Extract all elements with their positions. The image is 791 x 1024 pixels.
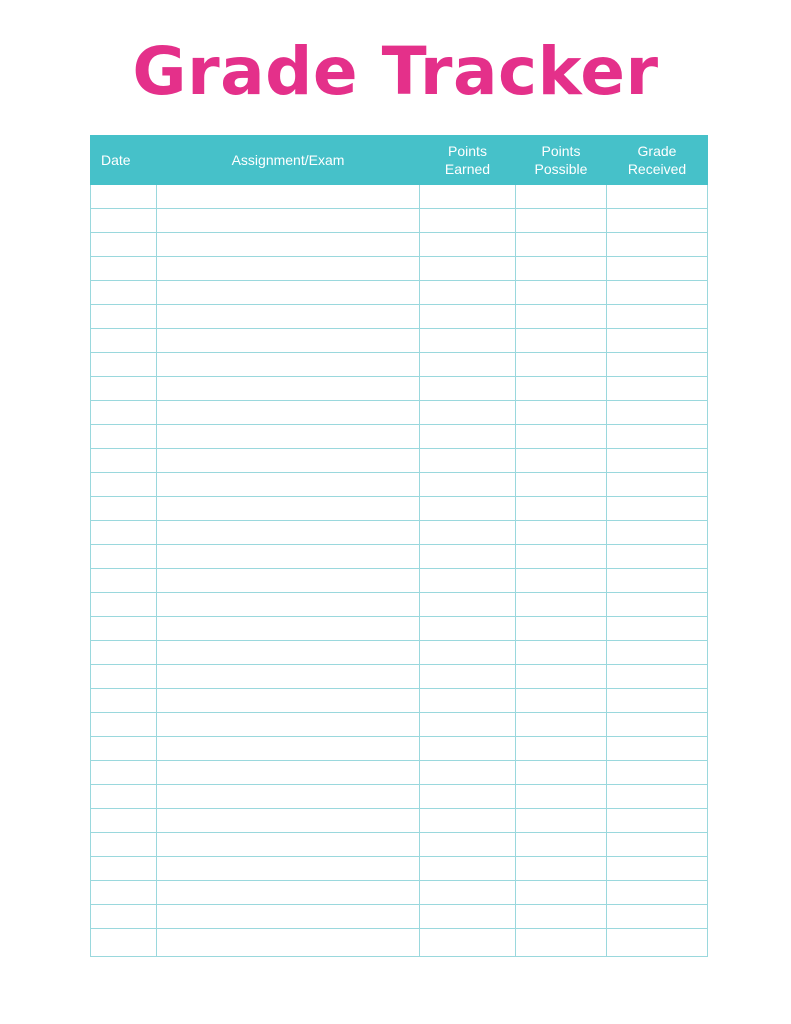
table-cell-grade-received xyxy=(607,329,708,353)
table-cell-assignment xyxy=(157,257,420,281)
table-cell-points-earned xyxy=(420,881,516,905)
table-cell-grade-received xyxy=(607,497,708,521)
table-cell-date xyxy=(91,809,157,833)
table-cell-points-earned xyxy=(420,521,516,545)
table-cell-assignment xyxy=(157,905,420,929)
table-row xyxy=(91,905,708,929)
table-cell-points-possible xyxy=(516,689,607,713)
table-cell-grade-received xyxy=(607,209,708,233)
table-cell-grade-received xyxy=(607,305,708,329)
table-cell-points-earned xyxy=(420,449,516,473)
table-cell-assignment xyxy=(157,617,420,641)
table-cell-points-possible xyxy=(516,929,607,957)
table-cell-assignment xyxy=(157,401,420,425)
table-cell-points-earned xyxy=(420,377,516,401)
table-cell-assignment xyxy=(157,881,420,905)
table-cell-grade-received xyxy=(607,713,708,737)
table-cell-date xyxy=(91,785,157,809)
table-cell-points-possible xyxy=(516,881,607,905)
table-cell-points-possible xyxy=(516,617,607,641)
table-cell-date xyxy=(91,257,157,281)
table-cell-points-possible xyxy=(516,281,607,305)
page-title: Grade Tracker xyxy=(132,33,659,110)
table-row xyxy=(91,449,708,473)
table-cell-grade-received xyxy=(607,665,708,689)
table-cell-assignment xyxy=(157,185,420,209)
table-row xyxy=(91,353,708,377)
table-cell-points-possible xyxy=(516,305,607,329)
table-cell-points-earned xyxy=(420,569,516,593)
table-cell-date xyxy=(91,665,157,689)
table-cell-date xyxy=(91,617,157,641)
column-header-label: Earned xyxy=(444,161,491,177)
table-cell-points-possible xyxy=(516,209,607,233)
table-cell-assignment xyxy=(157,689,420,713)
table-cell-assignment xyxy=(157,545,420,569)
table-cell-points-earned xyxy=(420,641,516,665)
table-cell-points-earned xyxy=(420,761,516,785)
table-cell-points-possible xyxy=(516,713,607,737)
table-cell-points-possible xyxy=(516,641,607,665)
table-cell-points-possible xyxy=(516,329,607,353)
table-cell-date xyxy=(91,185,157,209)
table-cell-date xyxy=(91,521,157,545)
table-cell-points-possible xyxy=(516,425,607,449)
table-row xyxy=(91,809,708,833)
table-cell-grade-received xyxy=(607,281,708,305)
table-cell-grade-received xyxy=(607,761,708,785)
table-cell-assignment xyxy=(157,713,420,737)
table-cell-assignment xyxy=(157,761,420,785)
table-row xyxy=(91,377,708,401)
table-row xyxy=(91,257,708,281)
table-cell-assignment xyxy=(157,233,420,257)
table-cell-points-earned xyxy=(420,425,516,449)
table-cell-assignment xyxy=(157,377,420,401)
table-row xyxy=(91,713,708,737)
table-cell-date xyxy=(91,281,157,305)
table-cell-points-possible xyxy=(516,905,607,929)
table-row xyxy=(91,593,708,617)
table-cell-grade-received xyxy=(607,449,708,473)
table-header xyxy=(91,136,708,185)
table-cell-points-possible xyxy=(516,233,607,257)
table-cell-points-possible xyxy=(516,401,607,425)
table-cell-grade-received xyxy=(607,545,708,569)
table-row xyxy=(91,521,708,545)
table-cell-grade-received xyxy=(607,233,708,257)
table-row xyxy=(91,185,708,209)
table-cell-points-earned xyxy=(420,401,516,425)
table-cell-points-possible xyxy=(516,593,607,617)
table-cell-points-earned xyxy=(420,497,516,521)
table-cell-assignment xyxy=(157,809,420,833)
table-row xyxy=(91,497,708,521)
table-cell-date xyxy=(91,209,157,233)
table-cell-assignment xyxy=(157,281,420,305)
table-cell-points-earned xyxy=(420,353,516,377)
table-cell-points-possible xyxy=(516,377,607,401)
table-cell-grade-received xyxy=(607,425,708,449)
table-row xyxy=(91,329,708,353)
table-cell-date xyxy=(91,353,157,377)
table-cell-assignment xyxy=(157,737,420,761)
table-cell-assignment xyxy=(157,449,420,473)
table-cell-points-earned xyxy=(420,857,516,881)
table-row xyxy=(91,425,708,449)
table-cell-grade-received xyxy=(607,905,708,929)
table-cell-points-earned xyxy=(420,833,516,857)
table-cell-points-earned xyxy=(420,617,516,641)
table-cell-grade-received xyxy=(607,473,708,497)
table-cell-points-possible xyxy=(516,857,607,881)
table-row xyxy=(91,473,708,497)
table-cell-grade-received xyxy=(607,401,708,425)
table-cell-points-earned xyxy=(420,185,516,209)
table-cell-date xyxy=(91,929,157,957)
table-row xyxy=(91,929,708,957)
table-cell-assignment xyxy=(157,473,420,497)
column-header-label: Assignment/Exam xyxy=(231,152,345,168)
table-cell-points-possible xyxy=(516,737,607,761)
table-cell-date xyxy=(91,473,157,497)
table-cell-points-earned xyxy=(420,305,516,329)
table-row xyxy=(91,665,708,689)
table-cell-date xyxy=(91,569,157,593)
table-cell-points-possible xyxy=(516,545,607,569)
table-row xyxy=(91,569,708,593)
table-cell-grade-received xyxy=(607,185,708,209)
table-cell-date xyxy=(91,401,157,425)
table-cell-assignment xyxy=(157,305,420,329)
table-cell-points-possible xyxy=(516,521,607,545)
table-cell-assignment xyxy=(157,929,420,957)
column-header-label: Points xyxy=(448,143,487,159)
table-cell-points-possible xyxy=(516,185,607,209)
table-cell-grade-received xyxy=(607,857,708,881)
table-cell-date xyxy=(91,737,157,761)
table-cell-points-possible xyxy=(516,353,607,377)
table-cell-grade-received xyxy=(607,641,708,665)
table-cell-grade-received xyxy=(607,833,708,857)
table-cell-grade-received xyxy=(607,569,708,593)
table-row xyxy=(91,617,708,641)
table-cell-points-earned xyxy=(420,329,516,353)
table-cell-points-earned xyxy=(420,545,516,569)
table-cell-date xyxy=(91,641,157,665)
table-cell-grade-received xyxy=(607,809,708,833)
table-cell-points-possible xyxy=(516,785,607,809)
table-cell-grade-received xyxy=(607,785,708,809)
column-header-label: Grade xyxy=(637,143,677,159)
table-cell-assignment xyxy=(157,425,420,449)
table-cell-date xyxy=(91,329,157,353)
table-cell-date xyxy=(91,425,157,449)
table-cell-assignment xyxy=(157,833,420,857)
table-row xyxy=(91,833,708,857)
table-cell-assignment xyxy=(157,209,420,233)
column-header-label: Possible xyxy=(534,161,588,177)
column-header-label: Points xyxy=(541,143,581,159)
table-cell-grade-received xyxy=(607,257,708,281)
table-cell-assignment xyxy=(157,641,420,665)
table-cell-grade-received xyxy=(607,377,708,401)
table-cell-points-earned xyxy=(420,905,516,929)
table-row xyxy=(91,737,708,761)
table-cell-points-earned xyxy=(420,737,516,761)
table-cell-points-possible xyxy=(516,569,607,593)
column-header-label: Date xyxy=(101,152,131,168)
table-cell-grade-received xyxy=(607,593,708,617)
table-row xyxy=(91,881,708,905)
column-header-assignment xyxy=(157,136,420,185)
table-row xyxy=(91,641,708,665)
table-cell-grade-received xyxy=(607,929,708,957)
table-cell-points-possible xyxy=(516,497,607,521)
table-cell-points-possible xyxy=(516,449,607,473)
table-cell-grade-received xyxy=(607,689,708,713)
table-cell-points-earned xyxy=(420,929,516,957)
table-cell-date xyxy=(91,377,157,401)
table-cell-assignment xyxy=(157,593,420,617)
table-cell-points-earned xyxy=(420,809,516,833)
table-cell-assignment xyxy=(157,329,420,353)
column-header-label: Received xyxy=(627,161,687,177)
table-cell-grade-received xyxy=(607,521,708,545)
table-cell-points-earned xyxy=(420,665,516,689)
table-cell-assignment xyxy=(157,857,420,881)
table-cell-assignment xyxy=(157,785,420,809)
table-cell-points-earned xyxy=(420,593,516,617)
table-cell-date xyxy=(91,713,157,737)
table-row xyxy=(91,305,708,329)
table-cell-date xyxy=(91,905,157,929)
table-cell-points-possible xyxy=(516,809,607,833)
table-cell-points-earned xyxy=(420,233,516,257)
table-cell-points-earned xyxy=(420,473,516,497)
table-cell-grade-received xyxy=(607,353,708,377)
table-cell-date xyxy=(91,833,157,857)
table-cell-points-earned xyxy=(420,713,516,737)
table-cell-date xyxy=(91,305,157,329)
table-row xyxy=(91,233,708,257)
table-cell-points-possible xyxy=(516,833,607,857)
column-header-date xyxy=(91,136,157,185)
table-cell-points-possible xyxy=(516,665,607,689)
table-cell-date xyxy=(91,233,157,257)
table-cell-assignment xyxy=(157,569,420,593)
table-cell-date xyxy=(91,881,157,905)
table-body xyxy=(91,185,708,957)
table-cell-points-possible xyxy=(516,257,607,281)
table-cell-points-earned xyxy=(420,689,516,713)
table-cell-assignment xyxy=(157,521,420,545)
table-cell-date xyxy=(91,449,157,473)
table-row xyxy=(91,545,708,569)
table-cell-date xyxy=(91,689,157,713)
table-cell-points-earned xyxy=(420,785,516,809)
table-cell-grade-received xyxy=(607,617,708,641)
table-cell-points-possible xyxy=(516,761,607,785)
table-cell-assignment xyxy=(157,353,420,377)
table-row xyxy=(91,761,708,785)
column-header-grade-received xyxy=(607,136,708,185)
table-cell-points-earned xyxy=(420,281,516,305)
table-row xyxy=(91,401,708,425)
table-cell-points-earned xyxy=(420,209,516,233)
table-cell-date xyxy=(91,857,157,881)
table-row xyxy=(91,281,708,305)
column-header-points-possible xyxy=(516,136,607,185)
table-cell-grade-received xyxy=(607,737,708,761)
table-row xyxy=(91,785,708,809)
table-row xyxy=(91,857,708,881)
table-row xyxy=(91,209,708,233)
grade-tracker-table xyxy=(90,135,708,957)
header-row xyxy=(91,136,708,185)
table-row xyxy=(91,689,708,713)
column-header-points-earned xyxy=(420,136,516,185)
table-cell-assignment xyxy=(157,665,420,689)
table-cell-grade-received xyxy=(607,881,708,905)
table-cell-date xyxy=(91,761,157,785)
table-cell-points-earned xyxy=(420,257,516,281)
table-cell-date xyxy=(91,497,157,521)
table-cell-points-possible xyxy=(516,473,607,497)
table-cell-date xyxy=(91,545,157,569)
table-cell-date xyxy=(91,593,157,617)
table-cell-assignment xyxy=(157,497,420,521)
